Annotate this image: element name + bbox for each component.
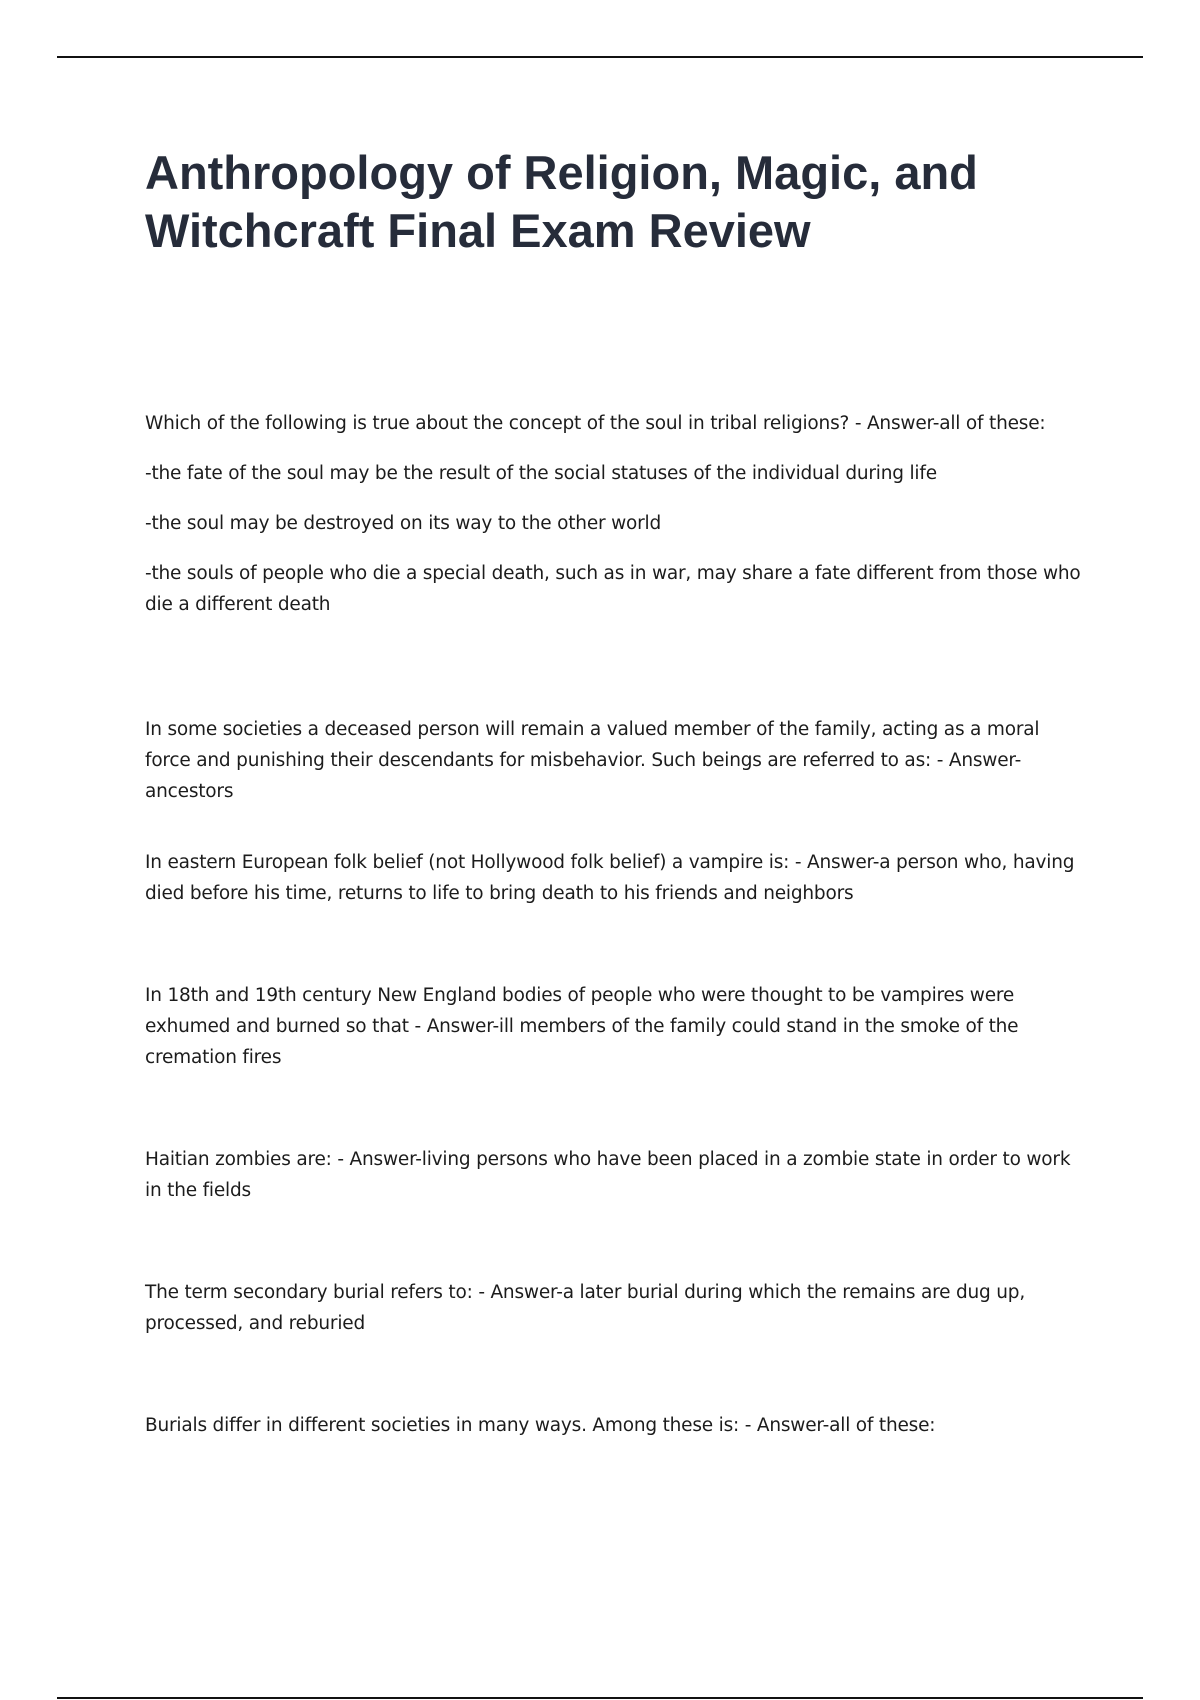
question-text: Which of the following is true about the concept of the soul in tribal religions? - Answer-all of these: [145,413,1046,434]
question-text: In 18th and 19th century New England bodies of people who were thought to be vampires were exhumed and burned so that - Answer-ill members of the family could stand in the smoke of the cremation fires [145,985,1019,1068]
answer-option: -the fate of the soul may be the result of the social statuses of the individual during life [145,463,937,484]
answer-option: -the soul may be destroyed on its way to the other world [145,513,662,534]
question-item [145,1410,1090,1441]
question-text: Haitian zombies are: - Answer-living persons who have been placed in a zombie state in order to work in the fields [145,1149,1071,1201]
answer-option: -the souls of people who die a special death, such as in war, may share a fate different from those who die a different death [145,563,1081,615]
question-item [145,408,1090,627]
question-text: In some societies a deceased person will remain a valued member of the family, acting as a moral force and punishing their descendants for misbehavior. Such beings are referred to as: - Answer-ancestors [145,719,1040,802]
top-rule [57,56,1143,58]
question-text: The term secondary burial refers to: - Answer-a later burial during which the remains are dug up, processed, and reburied [145,1282,1026,1334]
question-item [145,980,1090,1073]
question-item [145,1277,1090,1339]
document-title: Anthropology of Religion, Magic, and Witchcraft Final Exam Review [145,146,978,257]
bottom-rule [57,1697,1143,1699]
question-text: In eastern European folk belief (not Hollywood folk belief) a vampire is: - Answer-a person who, having died before his time, returns to life to bring death to his friends and neighbors [145,852,1075,904]
document-body [145,408,1090,1441]
question-item [145,847,1090,909]
question-item [145,1144,1090,1206]
question-item [145,714,1090,802]
question-text: Burials differ in different societies in many ways. Among these is: - Answer-all of these: [145,1415,936,1436]
